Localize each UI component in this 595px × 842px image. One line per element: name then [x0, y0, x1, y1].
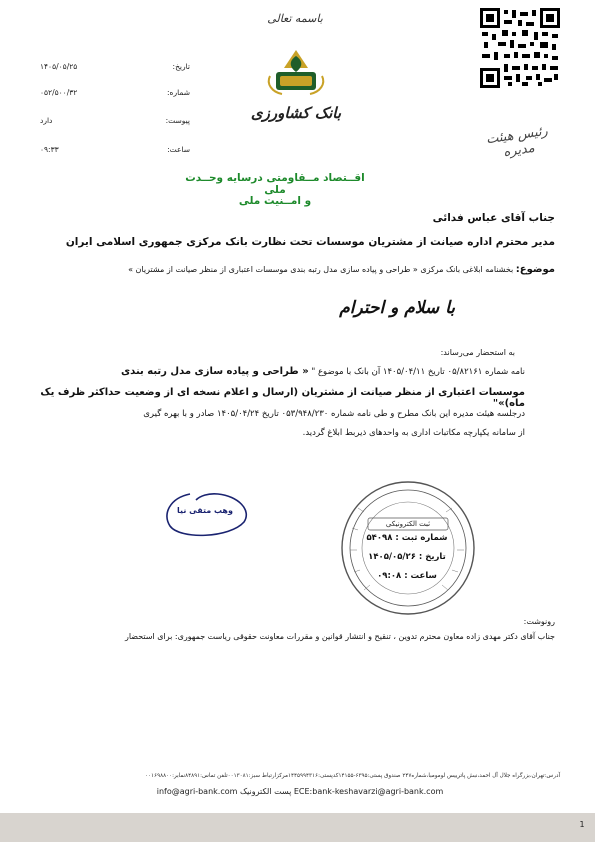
bank-name-logotype: بانک کشاورزی: [250, 104, 342, 122]
meta-time-value: ۰۹:۳۳: [40, 145, 59, 154]
footer-contact: info@agri-bank.com پست الکترونیک ECE:bank-keshavarzi@agri-bank.com: [156, 787, 444, 796]
stamp-registration: [352, 533, 462, 543]
recipient-name: جناب آقای عباس فدائی: [432, 212, 555, 224]
stamp-title: ثبت الکترونیکی: [385, 520, 431, 528]
salutation: با سلام و احترام: [339, 298, 455, 318]
slogan-line-2: و امــنیت ملی: [238, 195, 312, 207]
body-line-3: درجلسه هیئت مدیره این بانک مطرح و طی نامه شماره ۰۵۳/۹۴۸/۲۳۰ تاریخ ۱۴۰۵/۰۴/۲۴ صادر و با بهره گیری: [143, 409, 525, 419]
meta-number-label: شماره:: [167, 88, 190, 97]
cc-line: جناب آقای دکتر مهدی زاده معاون محترم تدوین ، تنقیح و انتشار قوانین و مقررات معاونت حقوقی ریاست جمهوری: برای استحضار: [124, 632, 555, 641]
recipient-title: مدیر محترم اداره صیانت از مشتریان موسسات تحت نظارت بانک مرکزی جمهوری اسلامی ایران: [65, 236, 555, 248]
meta-attachment-label: پیوست:: [165, 116, 190, 125]
stamp-date: [352, 552, 462, 562]
handwritten-circle-icon: [160, 488, 250, 542]
footer-bar: [0, 813, 595, 842]
stamp-time-label: ساعت :: [404, 571, 437, 581]
bank-logo-icon: [262, 46, 330, 98]
stamp-reg-value: ۵۴۰۹۸: [366, 533, 393, 543]
meta-attachment-value: دارد: [40, 116, 53, 125]
meta-time-label: ساعت:: [167, 145, 190, 154]
qr-code-icon: [480, 8, 560, 88]
meta-date: [40, 62, 190, 71]
meta-time: [40, 145, 190, 154]
meta-date-value: ۱۴۰۵/۰۵/۲۵: [40, 62, 78, 71]
meta-number: [40, 88, 190, 97]
stamp-reg-label: شماره ثبت :: [395, 533, 448, 543]
subject-line: [40, 264, 555, 275]
body-line-4: از سامانه یکپارچه مکاتبات اداری به واحدهای ذیربط ابلاغ گردید.: [302, 428, 525, 438]
stamp-time: [352, 571, 462, 581]
seal-stamp-icon: [338, 478, 478, 618]
body-line-1-plain: نامه شماره ۰۵/۸۲۱۶۱ تاریخ ۱۴۰۵/۰۴/۱۱ آن بانک با موضوع ": [311, 367, 525, 377]
subject-text: بخشنامه ابلاغی بانک مرکزی « طراحی و پیاده سازی مدل رتبه بندی موسسات اعتباری از منظر صیانت از مشتریان »: [128, 265, 514, 274]
meta-date-label: تاریخ:: [172, 62, 190, 71]
footer-address: آدرس:تهران،بزرگراه جلال آل احمد،نبش پاترییس لومومبا،شماره۲۴۷ صندوق پستی:۶۳۹۵-۱۴۱۵۵کدپستی:۱۴۴۵۹۹۴۳۱۶مرکزارتباط سبز:۰۰۱۳۰۸۱تلفن تماس:۸۴۸۹۱نمابر:۰۰۱۶۹۸۸۰۰: [145, 773, 560, 779]
page-number: 1: [579, 820, 585, 829]
cc-label: رونوشت:: [523, 617, 555, 626]
stamp-time-value: ۰۹:۰۸: [377, 571, 402, 581]
subject-label: موضوع:: [515, 264, 555, 275]
body-intro: به استحضار می‌رساند:: [440, 348, 515, 357]
meta-attachment: [40, 116, 190, 125]
meta-number-value: ۰۵۲/۵۰۰/۳۲: [40, 88, 78, 97]
body-line-2: موسسات اعتباری از منظر صیانت از مشتریان (ارسال و اعلام نسخه ای از وضعیت حداکثر ظرف یک ماه)»": [40, 387, 525, 409]
body-line-1-bold: « طراحی و پیاده سازی مدل رتبه بندی: [121, 366, 309, 377]
stamp-date-value: ۱۴۰۵/۰۵/۲۶: [368, 552, 416, 562]
slogan-line-1: اقــتصاد مــقاومتی درسایه وحــدت ملی: [185, 172, 365, 196]
body-line-1: [40, 366, 525, 377]
stamp-date-label: تاریخ :: [418, 552, 446, 562]
handwritten-note: وهب متقی نیا: [177, 506, 233, 515]
sender-signature: رئیس هیئت مدیره: [485, 123, 549, 161]
bismillah-heading: باسمه تعالی: [267, 12, 323, 25]
